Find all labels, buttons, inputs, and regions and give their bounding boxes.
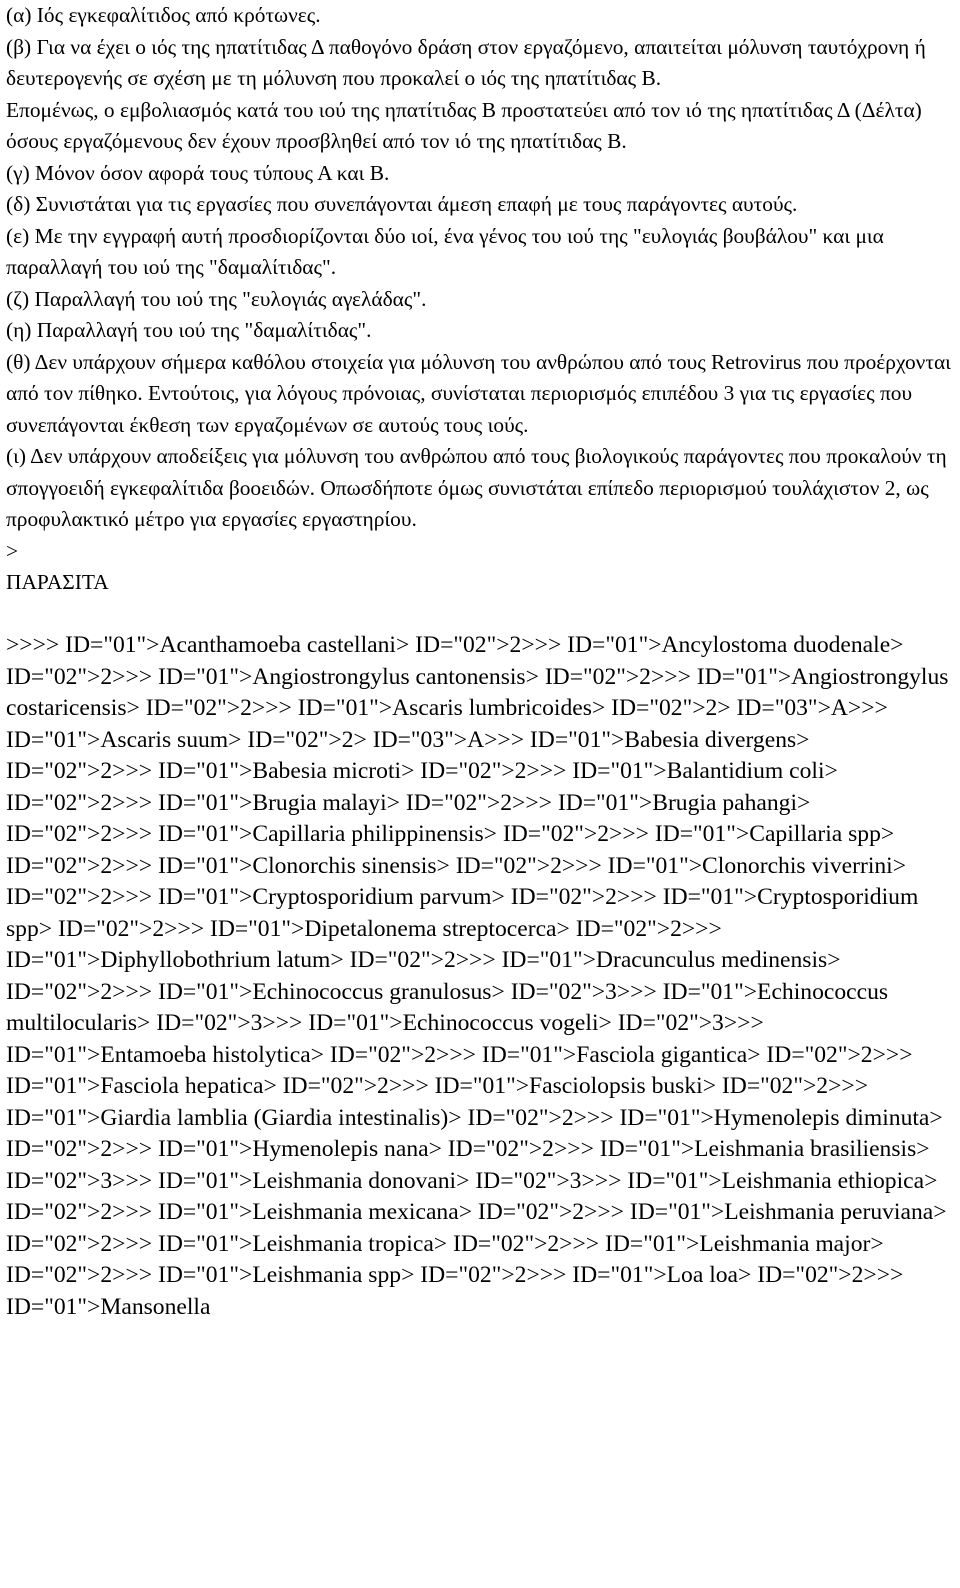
footnote-alpha: (α) Ιός εγκεφαλίτιδος από κρότωνες. xyxy=(6,3,321,27)
footnotes-section xyxy=(6,0,954,599)
blank-line xyxy=(6,599,954,631)
footnote-delta: (δ) Συνιστάται για τις εργασίες που συνεπάγονται άμεση επαφή με τους παράγοντες αυτούς. xyxy=(6,192,798,216)
footnote-beta: (β) Για να έχει ο ιός της ηπατίτιδας Δ παθογόνο δράση στον εργαζόμενο, απαιτείται μόλυνση ταυτόχρονη ή δευτερογενής σε σχέση με τη μόλυνση που προκαλεί ο ιός της ηπατίτιδας Β. xyxy=(6,34,926,90)
document-page xyxy=(6,0,954,1323)
footnote-beta-continuation: Επομένως, ο εμβολιασμός κατά του ιού της ηπατίτιδας Β προστατεύει από τον ιό της ηπατίτιδας Δ (Δέλτα) όσους εργαζόμενους δεν έχουν προσβληθεί από τον ιό της ηπατίτιδας Β. xyxy=(6,97,922,153)
footnote-zeta: (ζ) Παραλλαγή του ιού της "ευλογιάς αγελάδας". xyxy=(6,286,427,311)
parasites-raw-list: >>>> ID="01">Acanthamoeba castellani> ID="02">2>>> ID="01">Ancylostoma duodenale> ID="02">2>>> ID="01">Angiostrongylus cantonensis> ID="02">2>>> ID="01">Angiostrongylus costaricensis> ID="02">2>>> ID="01">Ascaris lumbricoides> ID="02">2> ID="03">A>>> ID="01">Ascaris suum> ID="02">2> ID="03">A>>> ID="01">Babesia divergens> ID="02">2>>> ID="01">Babesia microti> ID="02">2>>> ID="01">Balantidium coli> ID="02">2>>> ID="01">Brugia malayi> ID="02">2>>> ID="01">Brugia pahangi> ID="02">2>>> ID="01">Capillaria philippinensis> ID="02">2>>> ID="01">Capillaria spp> ID="02">2>>> ID="01">Clonorchis sinensis> ID="02">2>>> ID="01">Clonorchis viverrini> ID="02">2>>> ID="01">Cryptosporidium parvum> ID="02">2>>> ID="01">Cryptosporidium spp> ID="02">2>>> ID="01">Dipetalonema streptocerca> ID="02">2>>> ID="01">Diphyllobothrium latum> ID="02">2>>> ID="01">Dracunculus medinensis> ID="02">2>>> ID="01">Echinococcus granulosus> ID="02">3>>> ID="01">Echinococcus multilocularis> ID="02">3>>> ID="01">Echinococcus vogeli> ID="02">3>>> ID="01">Entamoeba histolytica> ID="02">2>>> ID="01">Fasciola gigantica> ID="02">2>>> ID="01">Fasciola hepatica> ID="02">2>>> ID="01">Fasciolopsis buski> ID="02">2>>> ID="01">Giardia lamblia (Giardia intestinalis)> ID="02">2>>> ID="01">Hymenolepis diminuta> ID="02">2>>> ID="01">Hymenolepis nana> ID="02">2>>> ID="01">Leishmania brasiliensis> ID="02">3>>> ID="01">Leishmania donovani> ID="02">3>>> ID="01">Leishmania ethiopica> ID="02">2>>> ID="01">Leishmania mexicana> ID="02">2>>> ID="01">Leishmania peruviana> ID="02">2>>> ID="01">Leishmania tropica> ID="02">2>>> ID="01">Leishmania major> ID="02">2>>> ID="01">Leishmania spp> ID="02">2>>> ID="01">Loa loa> ID="02">2>>> ID="01">Mansonella xyxy=(6,632,949,1320)
footnote-iota: (ι) Δεν υπάρχουν αποδείξεις για μόλυνση του ανθρώπου από τους βιολογικούς παράγοντες που προκαλούν τη σπογγοειδή εγκεφαλίτιδα βοοειδών. Οπωσδήποτε όμως συνιστάται επίπεδο περιορισμού τουλάχιστον 2, ως προφυλακτικό μέτρο για εργασίες εργαστηρίου. xyxy=(6,444,947,531)
footnote-eta: (η) Παραλλαγή του ιού της "δαμαλίτιδας". xyxy=(6,318,372,342)
separator-marker: > xyxy=(6,538,19,563)
section-heading-parasites: ΠΑΡΑΣΙΤΑ xyxy=(6,570,109,594)
footnote-theta: (θ) Δεν υπάρχουν σήμερα καθόλου στοιχεία για μόλυνση του ανθρώπου από τους Retrovirus που προέρχονται από τον πίθηκο. Εντούτοις, για λόγους πρόνοιας, συνίσταται περιορισμός επιπέδου 3 για τις εργασίες που συνεπάγονται έκθεση των εργαζομένων σε αυτούς τους ιούς. xyxy=(6,349,951,437)
footnote-gamma: (γ) Μόνον όσον αφορά τους τύπους Α και Β. xyxy=(6,160,390,185)
footnote-epsilon: (ε) Με την εγγραφή αυτή προσδιορίζονται δύο ιοί, ένα γένος του ιού της "ευλογιάς βουβάλου" και μια παραλλαγή του ιού της "δαμαλίτιδας". xyxy=(6,223,884,279)
